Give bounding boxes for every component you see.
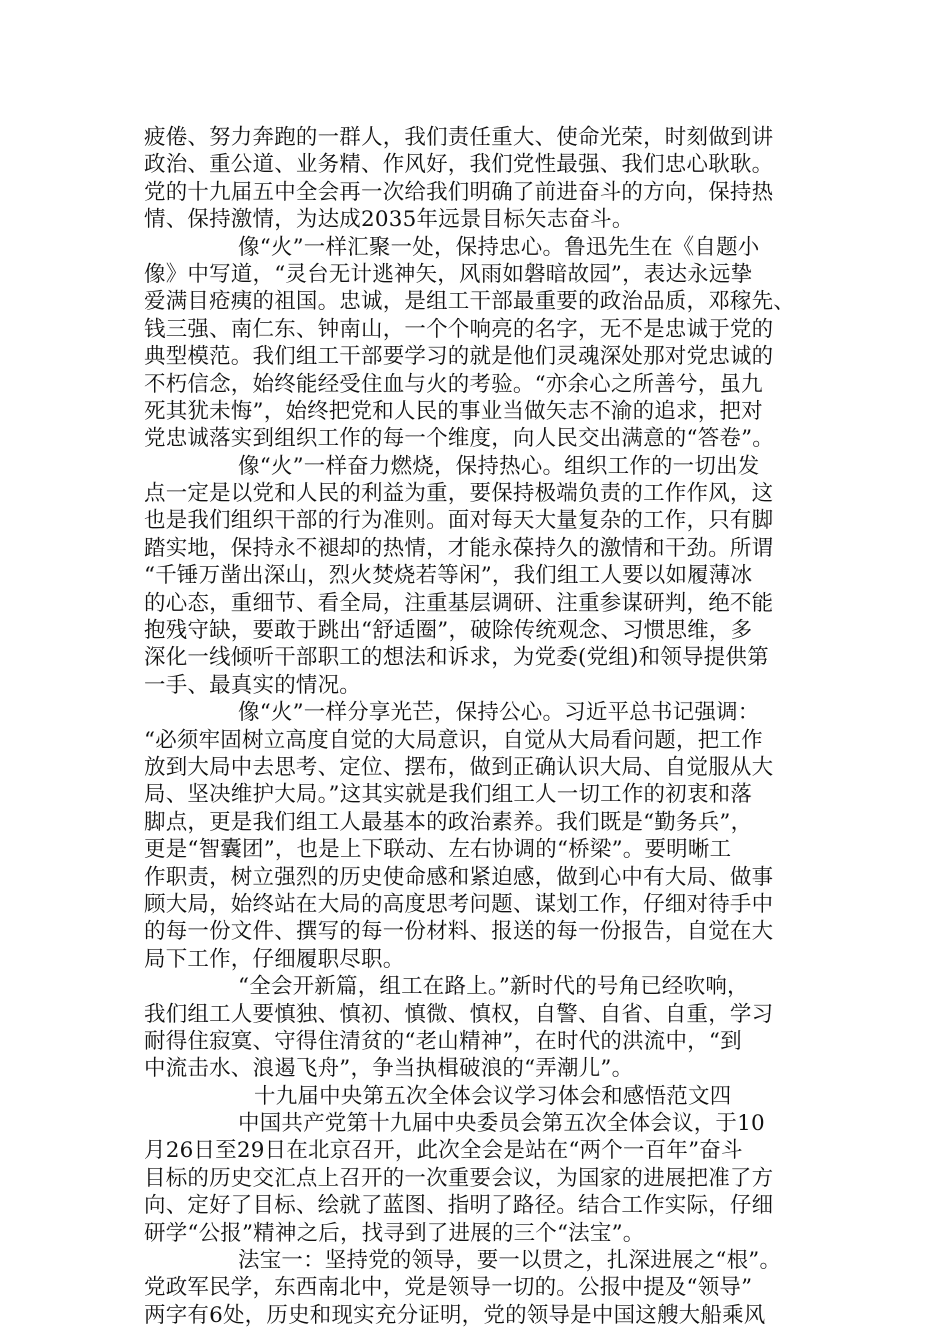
text-line: 像“火”一样汇聚一处，保持忠心。鲁迅先生在《自题小 xyxy=(238,234,760,260)
text-line: 局、坚决维护大局。”这其实就是我们组工人一切工作的初衷和落 xyxy=(144,782,753,808)
text-line: 爱满目疮痍的祖国。忠诚，是组工干部最重要的政治品质，邓稼先、 xyxy=(144,289,796,315)
text-line: 的心态，重细节、看全局，注重基层调研、注重参谋研判，绝不能 xyxy=(144,590,774,616)
text-line: 不朽信念，始终能经受住血与火的考验。“亦余心之所善兮，虽九 xyxy=(144,371,763,397)
text-line: 也是我们组织干部的行为准则。面对每天大量复杂的工作，只有脚 xyxy=(144,508,774,534)
text-line: 情、保持激情，为达成2035年远景目标矢志奋斗。 xyxy=(144,207,634,233)
section-heading: 十九届中央第五次全体会议学习体会和感悟范文四 xyxy=(254,1083,732,1109)
text-line: 典型模范。我们组工干部要学习的就是他们灵魂深处那对党忠诚的 xyxy=(144,344,774,370)
text-line: 钱三强、南仁东、钟南山，一个个响亮的名字，无不是忠诚于党的 xyxy=(144,316,774,342)
text-line: “必须牢固树立高度自觉的大局意识，自觉从大局看问题，把工作 xyxy=(144,727,763,753)
text-line: 一手、最真实的情况。 xyxy=(144,672,362,698)
text-line: 向、定好了目标、绘就了蓝图、指明了路径。结合工作实际，仔细 xyxy=(144,1193,774,1219)
text-line: 的每一份文件、撰写的每一份材料、报送的每一份报告，自觉在大 xyxy=(144,919,774,945)
text-line: 目标的历史交汇点上召开的一次重要会议，为国家的进展把准了方 xyxy=(144,1165,774,1191)
text-line: 死其犹未悔”，始终把党和人民的事业当做矢志不渝的追求，把对 xyxy=(144,398,763,424)
text-line: 研学“公报”精神之后，找寻到了进展的三个“法宝”。 xyxy=(144,1220,645,1246)
text-line: 顾大局，始终站在大局的高度思考问题、谋划工作，仔细对待手中 xyxy=(144,891,774,917)
document-body xyxy=(144,124,812,1329)
text-line: 踏实地，保持永不褪却的热情，才能永葆持久的激情和干劲。所谓 xyxy=(144,535,774,561)
text-line: 政治、重公道、业务精、作风好，我们党性最强、我们忠心耿耿。 xyxy=(144,152,774,178)
text-line: 点一定是以党和人民的利益为重，要保持极端负责的工作作风，这 xyxy=(144,481,774,507)
text-line: 耐得住寂寞、守得住清贫的“老山精神”，在时代的洪流中，“到 xyxy=(144,1028,742,1054)
text-line: 月26日至29日在北京召开，此次全会是站在“两个一百年”奋斗 xyxy=(144,1138,743,1164)
text-line: “全会开新篇，组工在路上。”新时代的号角已经吹响， xyxy=(238,974,749,1000)
text-line: 党的十九届五中全会再一次给我们明确了前进奋斗的方向，保持热 xyxy=(144,179,774,205)
text-line: 两字有6处，历史和现实充分证明，党的领导是中国这艘大船乘风 xyxy=(144,1302,766,1328)
text-line: 局下工作，仔细履职尽职。 xyxy=(144,946,405,972)
text-line: 更是“智囊团”，也是上下联动、左右协调的“桥梁”。要明晰工 xyxy=(144,837,732,863)
text-line: 深化一线倾听干部职工的想法和诉求，为党委(党组)和领导提供第 xyxy=(144,645,769,671)
text-line: 作职责，树立强烈的历史使命感和紧迫感，做到心中有大局、做事 xyxy=(144,864,774,890)
text-line: 像“火”一样分享光芒，保持公心。习近平总书记强调： xyxy=(238,700,760,726)
text-line: 党忠诚落实到组织工作的每一个维度，向人民交出满意的“答卷”。 xyxy=(144,426,774,452)
text-line: 脚点，更是我们组工人最基本的政治素养。我们既是“勤务兵”， xyxy=(144,809,753,835)
text-line: 法宝一：坚持党的领导，要一以贯之，扎深进展之“根”。 xyxy=(238,1248,782,1274)
text-line: 疲倦、努力奔跑的一群人，我们责任重大、使命光荣，时刻做到讲 xyxy=(144,125,774,150)
text-line: 放到大局中去思考、定位、摆布，做到正确认识大局、自觉服从大 xyxy=(144,754,774,780)
text-line: 像》中写道，“灵台无计逃神矢，风雨如磐暗故园”，表达永远挚 xyxy=(144,261,753,287)
text-line: 像“火”一样奋力燃烧，保持热心。组织工作的一切出发 xyxy=(238,453,760,479)
text-line: 抱残守缺，要敢于跳出“舒适圈”，破除传统观念、习惯思维，多 xyxy=(144,618,753,644)
text-line: 党政军民学，东西南北中，党是领导一切的。公报中提及“领导” xyxy=(144,1275,753,1301)
text-line: “千锤万凿出深山，烈火焚烧若等闲”，我们组工人要以如履薄冰 xyxy=(144,563,753,589)
text-line: 中国共产党第十九届中央委员会第五次全体会议，于10 xyxy=(238,1111,765,1137)
text-line: 我们组工人要慎独、慎初、慎微、慎权，自警、自省、自重，学习 xyxy=(144,1001,774,1027)
text-line: 中流击水、浪遏飞舟”，争当执楫破浪的“弄潮儿”。 xyxy=(144,1056,634,1082)
